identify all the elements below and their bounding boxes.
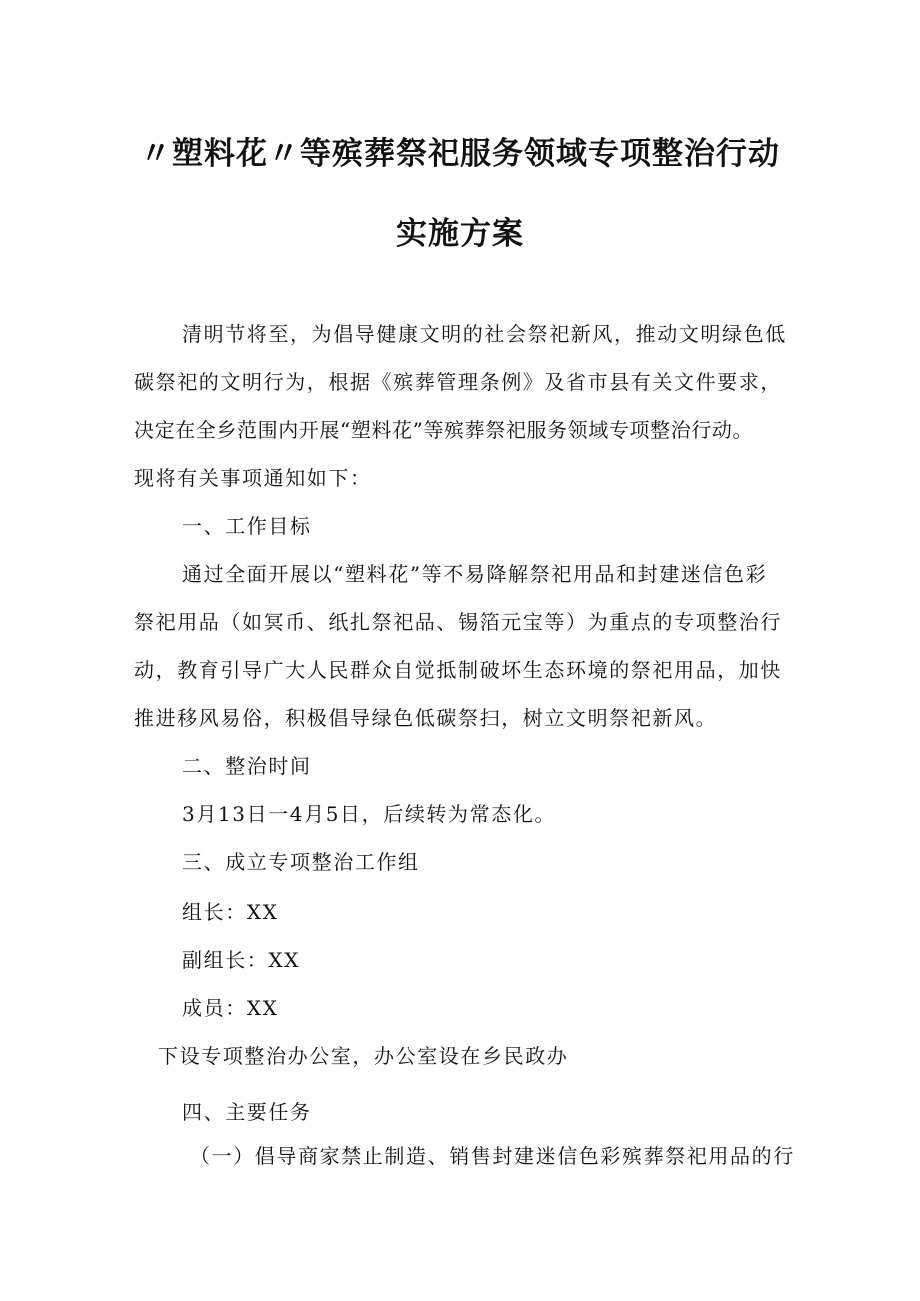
document-title-line-2: 实施方案: [396, 216, 524, 252]
section-1-line-4: 推进移风易俗，积极倡导绿色低碳祭扫，树立文明祭祀新风。: [134, 706, 718, 730]
section-3-heading: 三、成立专项整治工作组: [182, 850, 420, 874]
section-4-item-1: （一）倡导商家禁止制造、销售封建迷信色彩殡葬祭祀用品的行: [190, 1144, 795, 1168]
section-1-line-3: 动，教育引导广大人民群众自觉抵制破坏生态环境的祭祀用品，加快: [134, 658, 782, 682]
section-2-heading: 二、整治时间: [182, 754, 312, 778]
team-members: 成员：XX: [182, 996, 279, 1020]
section-1-line-1: 通过全面开展以“塑料花”等不易降解祭祀用品和封建迷信色彩: [182, 562, 768, 586]
intro-line-3: 决定在全乡范围内开展“塑料花”等殡葬祭祀服务领域专项整治行动。: [134, 418, 754, 442]
team-leader: 组长：XX: [182, 900, 279, 924]
section-1-heading: 一、工作目标: [182, 514, 312, 538]
document-title-line-1: 〃塑料花〃等殡葬祭祀服务领域专项整治行动: [140, 136, 780, 172]
office-note: 下设专项整治办公室，办公室设在乡民政办: [158, 1044, 569, 1068]
section-1-line-2: 祭祀用品（如冥币、纸扎祭祀品、锡箔元宝等）为重点的专项整治行: [134, 610, 782, 634]
intro-line-2: 碳祭祀的文明行为，根据《殡葬管理条例》及省市县有关文件要求，: [134, 370, 782, 394]
section-2-line-1: 3月13日一4月5日，后续转为常态化。: [182, 802, 557, 826]
intro-line-1: 清明节将至，为倡导健康文明的社会祭祀新风，推动文明绿色低: [182, 322, 787, 346]
section-4-heading: 四、主要任务: [182, 1100, 312, 1124]
intro-line-4: 现将有关事项通知如下：: [134, 466, 372, 490]
team-deputy-leader: 副组长：XX: [182, 948, 301, 972]
